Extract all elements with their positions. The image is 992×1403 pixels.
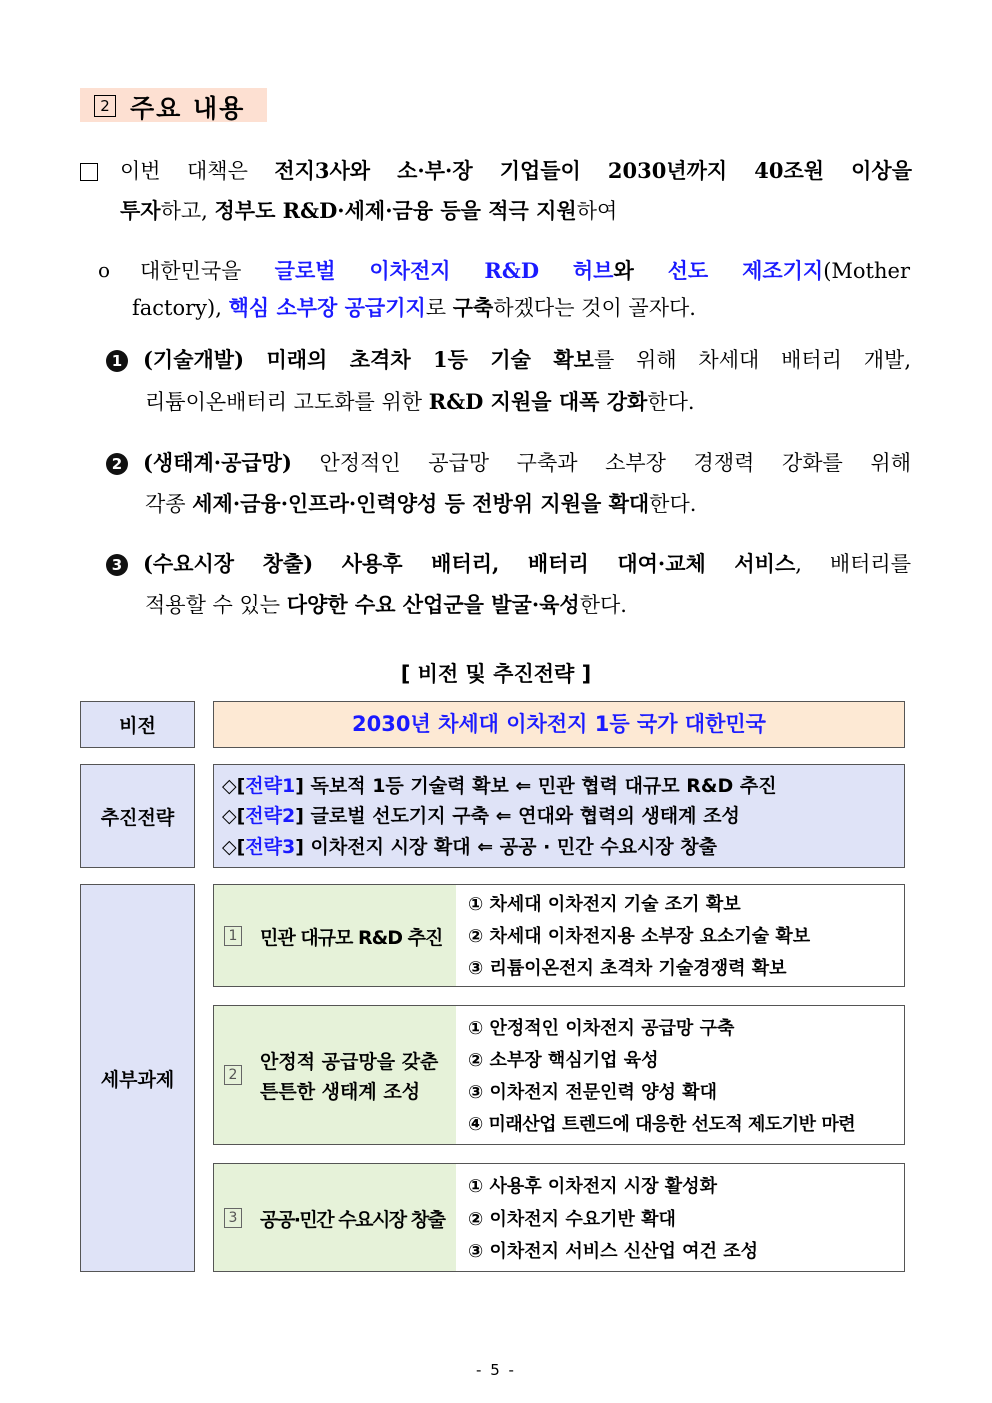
point-3-line-2: 적용할 수 있는 다양한 수요 산업군을 발굴·육성한다. (145, 592, 627, 617)
intro-line-1: 이번 대책은 전지3사와 소·부·장 기업들이 2030년까지 40조원 이상을 (120, 158, 912, 183)
point-1-line-1: (기술개발) 미래의 초격차 1등 기술 확보를 위해 차세대 배터리 개발, (143, 347, 911, 372)
list-item: ③ 이차전지 전문인력 양성 확대 (468, 1082, 717, 1103)
strategy-item: ◇[전략3] 이차전지 시장 확대 ⇐ 공공 · 민간 수요시장 창출 (222, 836, 717, 858)
list-item: ④ 미래산업 트렌드에 대응한 선도적 제도기반 마련 (468, 1114, 856, 1135)
task-3-title-cell (214, 1164, 456, 1271)
task-3-title: 공공·민간 수요시장 창출 (260, 1209, 445, 1231)
list-item: ② 소부장 핵심기업 육성 (468, 1050, 659, 1071)
section-title: 주요 내용 (130, 94, 246, 123)
page-number: - 5 - (476, 1361, 516, 1379)
task-2-title-line-1: 안정적 공급망을 갖춘 (260, 1051, 439, 1073)
sub-line-1: 대한민국을 글로벌 이차전지 R&D 허브와 선도 제조기지(Mother (140, 258, 910, 283)
list-item: ② 차세대 이차전지용 소부장 요소기술 확보 (468, 926, 811, 947)
task-2-number: 2 (224, 1065, 242, 1085)
section-header (80, 88, 267, 122)
list-item: ③ 이차전지 서비스 신산업 여건 조성 (468, 1241, 759, 1262)
task-1-title-cell (214, 885, 456, 986)
circle-bullet-icon: o (98, 258, 111, 282)
list-item: ② 이차전지 수요기반 확대 (468, 1209, 676, 1230)
intro-line-2: 투자하고, 정부도 R&D·세제·금융 등을 적극 지원하여 (120, 198, 618, 223)
vision-label: 비전 (80, 701, 195, 748)
task-2-title-cell (214, 1006, 456, 1144)
task-1 (213, 884, 905, 987)
point-1-line-2: 리튬이온배터리 고도화를 위한 R&D 지원을 대폭 강화한다. (145, 389, 695, 414)
list-item: ① 사용후 이차전지 시장 활성화 (468, 1176, 717, 1197)
task-2-items (456, 1006, 904, 1144)
task-1-items (456, 885, 904, 986)
task-2 (213, 1005, 905, 1145)
square-bullet-icon (80, 163, 98, 181)
number-1-icon: 1 (106, 350, 128, 372)
vision-text: 2030년 차세대 이차전지 1등 국가 대한민국 (213, 701, 905, 748)
task-1-number: 1 (224, 926, 242, 946)
tasks-label: 세부과제 (80, 884, 195, 1272)
point-2-line-1: (생태계·공급망) 안정적인 공급망 구축과 소부장 경쟁력 강화를 위해 (143, 450, 911, 475)
strategy-item: ◇[전략1] 독보적 1등 기술력 확보 ⇐ 민관 협력 대규모 R&D 추진 (222, 775, 777, 797)
task-1-title: 민관 대규모 R&D 추진 (260, 927, 443, 949)
task-3-number: 3 (224, 1208, 242, 1228)
task-2-title-line-2: 튼튼한 생태계 조성 (260, 1081, 421, 1103)
point-2-line-2: 각종 세제·금융·인프라·인력양성 등 전방위 지원을 확대한다. (145, 491, 697, 516)
diagram-title: [ 비전 및 추진전략 ] (400, 662, 592, 686)
task-3 (213, 1163, 905, 1272)
list-item: ① 차세대 이차전지 기술 조기 확보 (468, 894, 741, 915)
list-item: ① 안정적인 이차전지 공급망 구축 (468, 1018, 735, 1039)
sub-line-2: factory), 핵심 소부장 공급기지로 구축하겠다는 것이 골자다. (132, 295, 696, 320)
task-3-items (456, 1164, 904, 1271)
strategy-label: 추진전략 (80, 764, 195, 868)
point-3-line-1: (수요시장 창출) 사용후 배터리, 배터리 대여·교체 서비스, 배터리를 (143, 551, 911, 576)
list-item: ③ 리튬이온전지 초격차 기술경쟁력 확보 (468, 958, 787, 979)
strategy-item: ◇[전략2] 글로벌 선도기지 구축 ⇐ 연대와 협력의 생태계 조성 (222, 805, 740, 827)
strategy-box (213, 764, 905, 868)
number-3-icon: 3 (106, 554, 128, 576)
section-number: 2 (94, 95, 116, 117)
number-2-icon: 2 (106, 453, 128, 475)
